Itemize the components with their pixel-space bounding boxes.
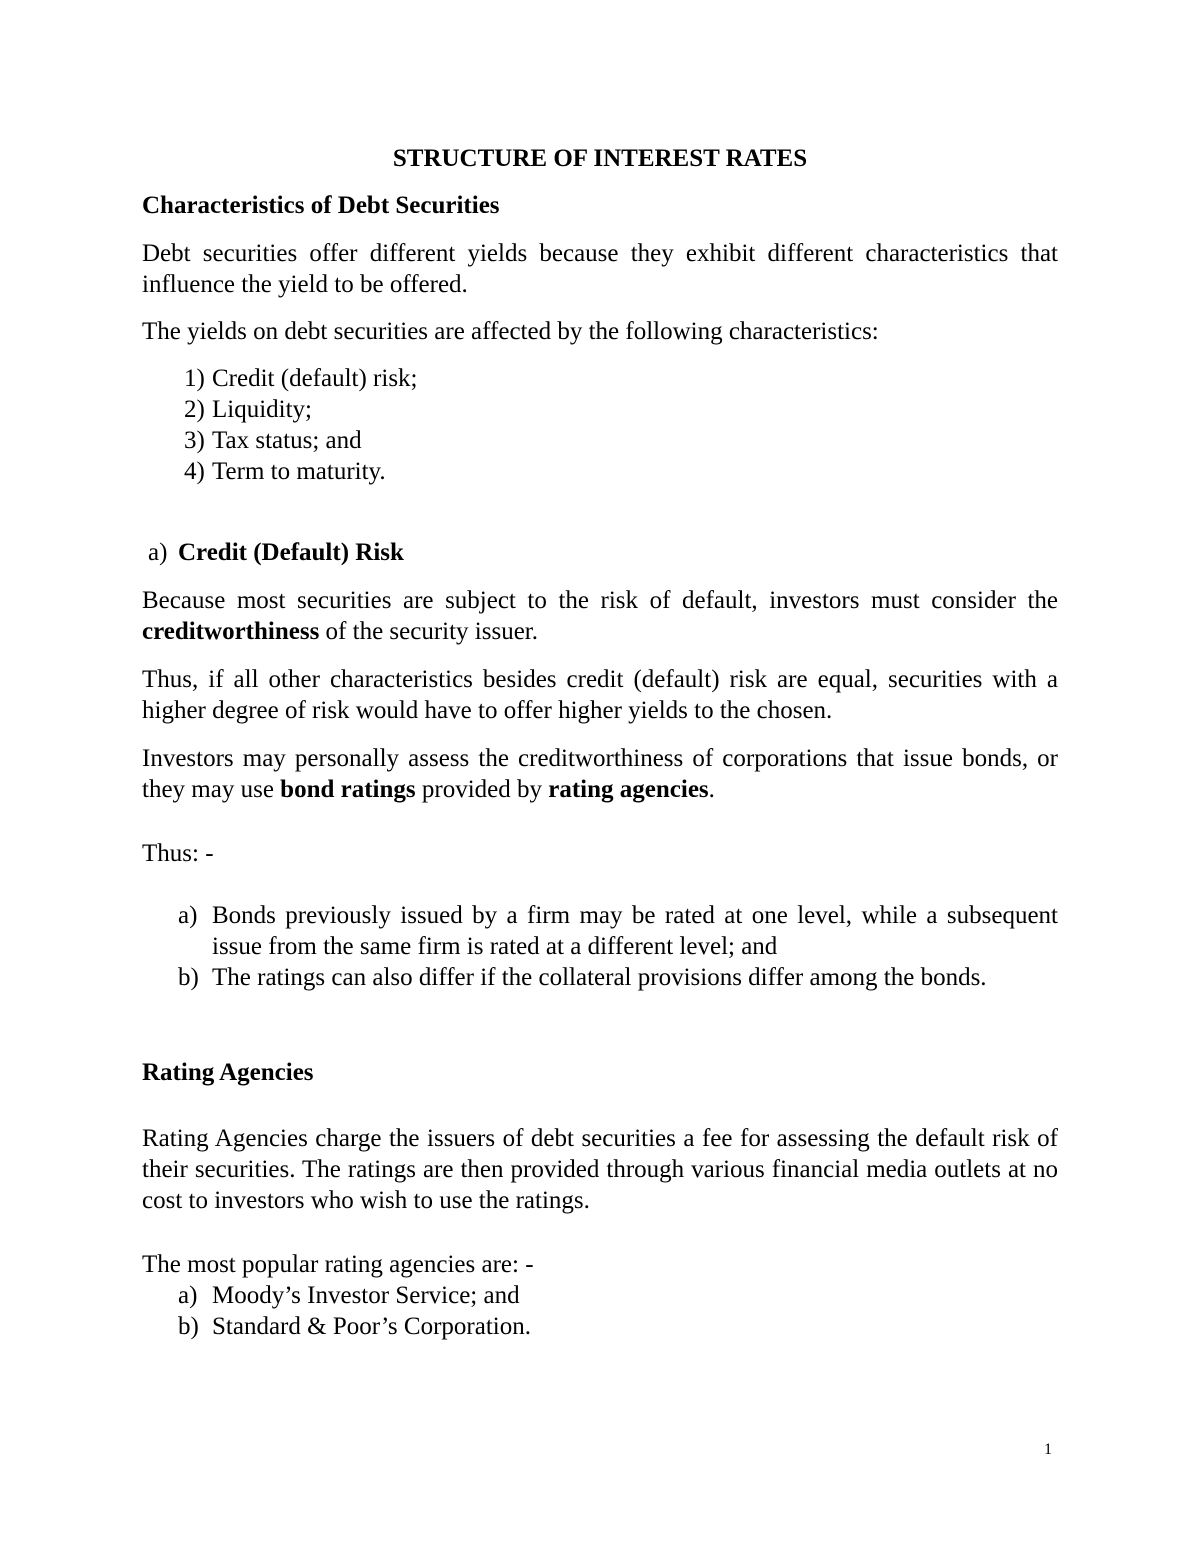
list-marker: 3) [184, 427, 205, 454]
list-item-text: Standard & Poor’s Corporation. [212, 1313, 531, 1340]
list-marker: a) [178, 902, 198, 929]
list-item [142, 900, 1058, 962]
paragraph-popular-agencies: The most popular rating agencies are: - [142, 1251, 534, 1278]
list-item [142, 1311, 1058, 1342]
document-title: STRUCTURE OF INTEREST RATES [392, 145, 808, 172]
thus-list [142, 900, 1058, 993]
list-item-text: The ratings can also differ if the collateral provisions differ among the bonds. [212, 964, 987, 991]
text-run: of the security issuer. [319, 618, 538, 645]
list-marker: 2) [184, 396, 205, 423]
bold-term: rating agencies [548, 776, 709, 803]
list-item-text: Liquidity; [212, 396, 312, 423]
subsection-marker: a) [148, 539, 168, 566]
subsection-heading-text: Credit (Default) Risk [178, 539, 404, 566]
paragraph-intro: Debt securities offer different yields because they exhibit different characteristics that influence the yield to be offered. [142, 240, 1058, 298]
list-item-text: Moody’s Investor Service; and [212, 1282, 520, 1309]
list-item-text: Credit (default) risk; [212, 365, 418, 392]
list-item [142, 425, 1058, 456]
list-marker: b) [178, 964, 199, 991]
list-item [142, 456, 1058, 487]
thus-label: Thus: - [142, 840, 214, 867]
paragraph-creditworthiness [142, 585, 1058, 647]
list-item [142, 1280, 1058, 1311]
list-item-text: Term to maturity. [212, 458, 386, 485]
list-item-text: Bonds previously issued by a firm may be rated at one level, while a subsequent issue from the same firm is rated at a different level; and [212, 902, 1058, 960]
text-run: provided by [415, 776, 549, 803]
text-run: Investors may personally assess the creditworthiness of corporations that issue bonds, or they may use [142, 745, 1058, 803]
list-marker: a) [178, 1282, 198, 1309]
list-marker: 1) [184, 365, 205, 392]
list-item-text: Tax status; and [212, 427, 362, 454]
bold-term: bond ratings [280, 776, 416, 803]
list-marker: 4) [184, 458, 205, 485]
bold-term: creditworthiness [142, 618, 320, 645]
paragraph-rating-agencies: Rating Agencies charge the issuers of debt securities a fee for assessing the default risk of their securities. The ratings are then provided through various financial media outlets at no cost to investors who wish to use the ratings. [142, 1125, 1058, 1214]
agencies-list [142, 1280, 1058, 1342]
page-number: 1 [1044, 1441, 1052, 1458]
document-page [142, 0, 1058, 1553]
section-heading-characteristics: Characteristics of Debt Securities [142, 192, 500, 219]
subsection-heading-credit-risk [142, 537, 1094, 568]
section-heading-rating-agencies: Rating Agencies [142, 1059, 314, 1086]
paragraph-higher-yields: Thus, if all other characteristics besides credit (default) risk are equal, securities with a higher degree of risk would have to offer higher yields to the chosen. [142, 666, 1058, 724]
list-item [142, 363, 1058, 394]
list-item [142, 962, 1058, 993]
text-run: . [708, 776, 715, 803]
list-item [142, 394, 1058, 425]
characteristics-list [142, 363, 1058, 487]
paragraph-bond-ratings [142, 743, 1058, 805]
text-run: Because most securities are subject to the risk of default, investors must consider the [142, 587, 1058, 614]
list-marker: b) [178, 1313, 199, 1340]
paragraph-yields: The yields on debt securities are affected by the following characteristics: [142, 318, 879, 345]
